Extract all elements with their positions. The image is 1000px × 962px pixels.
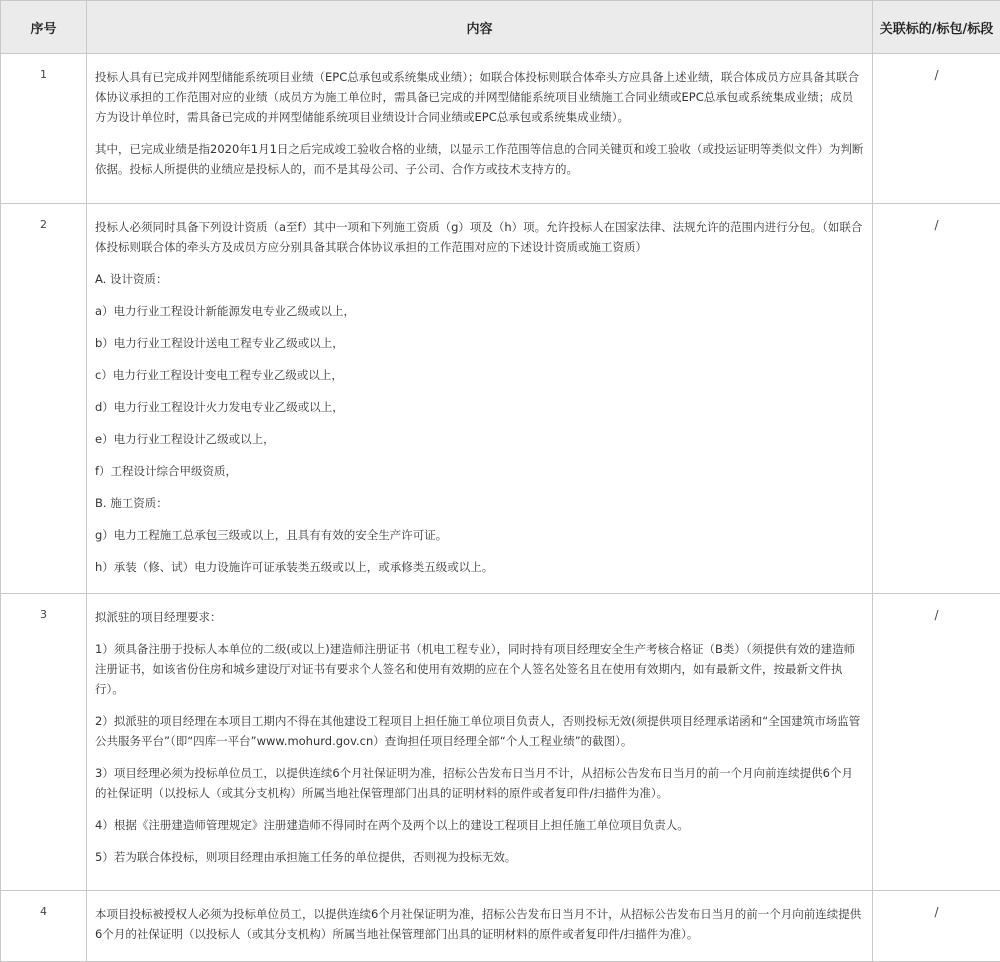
content-paragraph: f）工程设计综合甲级资质，	[95, 461, 864, 481]
content-paragraph: a）电力行业工程设计新能源发电专业乙级或以上，	[95, 301, 864, 321]
content-paragraph: g）电力工程施工总承包三级或以上，且具有有效的安全生产许可证。	[95, 525, 864, 545]
content-paragraph: e）电力行业工程设计乙级或以上，	[95, 429, 864, 449]
row-content	[87, 204, 873, 594]
content-paragraph: 投标人必须同时具备下列设计资质（a至f）其中一项和下列施工资质（g）项及（h）项。允许投标人在国家法律、法规允许的范围内进行分包。（如联合体投标则联合体的牵头方及成员方应分别具备其联合体协议承担的工作范围对应的下述设计资质或施工资质）	[95, 217, 864, 257]
content-paragraph: b）电力行业工程设计送电工程专业乙级或以上，	[95, 333, 864, 353]
header-relation: 关联标的/标包/标段	[873, 1, 1000, 54]
content-paragraph: B. 施工资质：	[95, 493, 864, 513]
content-paragraph: 其中，已完成业绩是指2020年1月1日之后完成竣工验收合格的业绩，以显示工作范围等信息的合同关键页和竣工验收（或投运证明等类似文件）为判断依据。投标人所提供的业绩应是投标人的，而不是其母公司、子公司、合作方或技术支持方的。	[95, 139, 864, 179]
content-paragraph: 拟派驻的项目经理要求：	[95, 607, 864, 627]
content-paragraph: 4）根据《注册建造师管理规定》注册建造师不得同时在两个及两个以上的建设工程项目上担任施工单位项目负责人。	[95, 815, 864, 835]
header-content: 内容	[87, 1, 873, 54]
content-paragraph: 5）若为联合体投标，则项目经理由承担施工任务的单位提供，否则视为投标无效。	[95, 847, 864, 867]
table-row	[1, 891, 1000, 962]
content-paragraph: 1）须具备注册于投标人本单位的二级(或以上)建造师注册证书（机电工程专业），同时持有项目经理安全生产考核合格证（B类）（须提供有效的建造师注册证书，如该省份住房和城乡建设厅对证书有要求个人签名和使用有效期的应在个人签名处签名且在使用有效期内，如有最新文件，按最新文件执行）。	[95, 639, 864, 699]
row-seq: 1	[1, 54, 87, 204]
content-paragraph: 3）项目经理必须为投标单位员工，以提供连续6个月社保证明为准，招标公告发布日当月不计，从招标公告发布日当月的前一个月向前连续提供6个月的社保证明（以投标人（或其分支机构）所属当地社保管理部门出具的证明材料的原件或者复印件/扫描件为准）。	[95, 763, 864, 803]
content-paragraph: A. 设计资质：	[95, 269, 864, 289]
content-paragraph: 2）拟派驻的项目经理在本项目工期内不得在其他建设工程项目上担任施工单位项目负责人，否则投标无效(须提供项目经理承诺函和“全国建筑市场监管公共服务平台”（即“四库一平台”www.mohurd.gov.cn）查询担任项目经理全部“个人工程业绩”的截图）。	[95, 711, 864, 751]
content-paragraph: d）电力行业工程设计火力发电专业乙级或以上，	[95, 397, 864, 417]
content-paragraph: c）电力行业工程设计变电工程专业乙级或以上，	[95, 365, 864, 385]
content-paragraph: h）承装（修、试）电力设施许可证承装类五级或以上，或承修类五级或以上。	[95, 557, 864, 577]
row-content	[87, 891, 873, 962]
row-relation: /	[873, 204, 1000, 594]
table-row	[1, 594, 1000, 891]
content-paragraph: 投标人具有已完成并网型储能系统项目业绩（EPC总承包或系统集成业绩）；如联合体投标则联合体牵头方应具备上述业绩，联合体成员方应具备其联合体协议承担的工作范围对应的业绩（成员方为施工单位时，需具备已完成的并网型储能系统项目业绩施工合同业绩或EPC总承包或系统集成业绩；成员方为设计单位时，需具备已完成的并网型储能系统项目业绩设计合同业绩或EPC总承包或系统集成业绩）。	[95, 67, 864, 127]
row-relation: /	[873, 891, 1000, 962]
table-row	[1, 54, 1000, 204]
row-content	[87, 594, 873, 891]
row-relation: /	[873, 594, 1000, 891]
table-header-row	[1, 1, 1000, 54]
row-relation: /	[873, 54, 1000, 204]
content-paragraph: 本项目投标被授权人必须为投标单位员工，以提供连续6个月社保证明为准，招标公告发布日当月不计，从招标公告发布日当月的前一个月向前连续提供6个月的社保证明（以投标人（或其分支机构）所属当地社保管理部门出具的证明材料的原件或者复印件/扫描件为准）。	[95, 904, 864, 944]
row-seq: 4	[1, 891, 87, 962]
row-seq: 2	[1, 204, 87, 594]
row-seq: 3	[1, 594, 87, 891]
header-seq: 序号	[1, 1, 87, 54]
table-row	[1, 204, 1000, 594]
row-content	[87, 54, 873, 204]
